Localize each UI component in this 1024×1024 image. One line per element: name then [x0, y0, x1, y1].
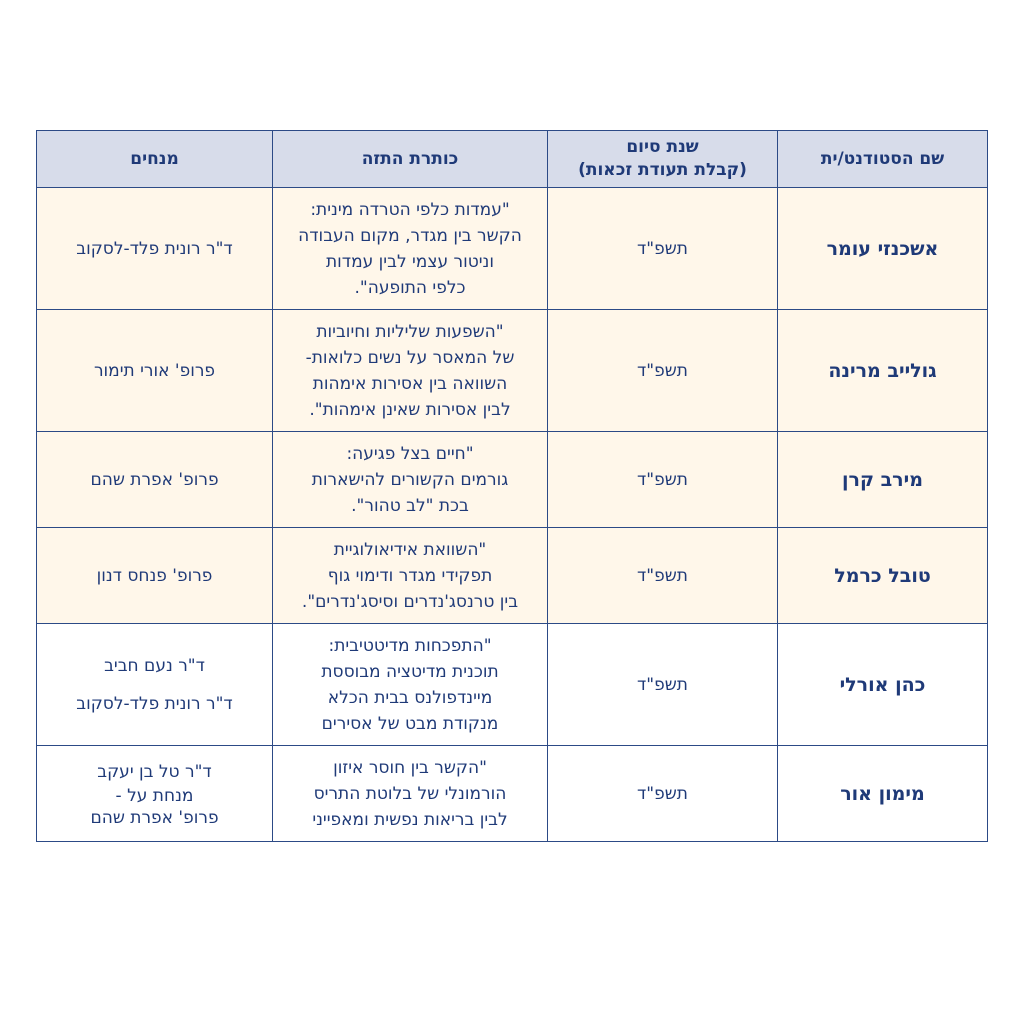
thesis-title-line: "חיים בצל פגיעה:	[346, 443, 474, 464]
thesis-title-line: של המאסר על נשים כלואות-	[305, 347, 515, 368]
header-year-line1: שנת סיום	[626, 137, 699, 157]
theses-table	[36, 130, 988, 842]
thesis-title-line: בין טרנסג'נדרים וסיסג'נדרים".	[301, 591, 519, 612]
table-header-row	[37, 131, 988, 188]
thesis-title-line: השוואה בין אסירות אימהות	[312, 373, 508, 394]
thesis-title-line: הקשר בין מגדר, מקום העבודה	[298, 225, 522, 246]
advisors-cell	[37, 528, 273, 624]
advisor-name: ד"ר טל בן יעקב	[97, 761, 212, 782]
thesis-title-line: כלפי התופעה".	[354, 277, 466, 298]
table-row	[37, 432, 988, 528]
advisor-name: ד"ר נעם חביב	[104, 655, 205, 676]
thesis-title-line: "התפכחות מדיטטיבית:	[328, 635, 492, 656]
header-student-name: שם הסטודנט/ית	[778, 131, 988, 188]
thesis-title-line: "השוואת אידיאולוגיית	[333, 539, 487, 560]
thesis-title-line: הורמונלי של בלוטת התריס	[313, 783, 507, 804]
table-row	[37, 188, 988, 310]
student-name-cell: טובל כרמל	[778, 528, 988, 624]
thesis-title-line: "השפעות שליליות וחיוביות	[316, 321, 504, 342]
thesis-title-cell	[273, 528, 548, 624]
advisor-name: ד"ר רונית פלד-לסקוב	[76, 238, 233, 259]
graduation-year-cell: תשפ"ד	[548, 432, 778, 528]
advisors-cell	[37, 432, 273, 528]
thesis-title-cell	[273, 310, 548, 432]
thesis-title-cell	[273, 188, 548, 310]
table-row	[37, 310, 988, 432]
thesis-title-line: גורמים הקשורים להישארות	[311, 469, 509, 490]
graduation-year-cell: תשפ"ד	[548, 528, 778, 624]
table-row	[37, 624, 988, 746]
thesis-title-line: מיינדפולנס בבית הכלא	[327, 687, 493, 708]
thesis-title-line: בכת "לב טהור".	[351, 495, 469, 516]
header-year-line2: (קבלת תעודת זכאות)	[578, 160, 747, 180]
advisor-name: פרופ' אפרת שהם	[90, 469, 219, 490]
graduation-year-cell: תשפ"ד	[548, 188, 778, 310]
graduation-year-cell: תשפ"ד	[548, 746, 778, 842]
thesis-title-line: תפקידי מגדר ודימוי גוף	[327, 565, 493, 586]
thesis-title-cell	[273, 746, 548, 842]
thesis-title-line: "הקשר בין חוסר איזון	[333, 757, 487, 778]
advisors-cell	[37, 310, 273, 432]
thesis-title-line: תוכנית מדיטציה מבוססת	[321, 661, 499, 682]
thesis-title-line: וניטור עצמי לבין עמדות	[326, 251, 494, 272]
thesis-title-line: לבין בריאות נפשית ומאפייני	[312, 809, 508, 830]
advisor-name: פרופ' אורי תימור	[93, 360, 216, 381]
student-name-cell: מימון אור	[778, 746, 988, 842]
student-name-cell: גולייב מרינה	[778, 310, 988, 432]
student-name-cell: אשכנזי עומר	[778, 188, 988, 310]
advisor-name: פרופ' פנחס דנון	[96, 565, 213, 586]
graduation-year-cell: תשפ"ד	[548, 310, 778, 432]
table-row	[37, 528, 988, 624]
advisors-cell	[37, 746, 273, 842]
graduation-year-cell: תשפ"ד	[548, 624, 778, 746]
header-graduation-year	[548, 131, 778, 188]
advisor-role: מנחת על -	[115, 785, 194, 806]
header-thesis-title: כותרת התזה	[273, 131, 548, 188]
thesis-title-cell	[273, 624, 548, 746]
thesis-title-line: מנקודת מבט של אסירים	[321, 713, 499, 734]
student-name-cell: מירב קרן	[778, 432, 988, 528]
header-advisors: מנחים	[37, 131, 273, 188]
table-row	[37, 746, 988, 842]
theses-table-wrapper	[37, 130, 988, 842]
thesis-title-cell	[273, 432, 548, 528]
advisors-cell	[37, 188, 273, 310]
advisor-spacer	[45, 679, 264, 691]
student-name-cell: כהן אורלי	[778, 624, 988, 746]
thesis-title-line: לבין אסירות שאינן אימהות".	[309, 399, 511, 420]
advisors-cell	[37, 624, 273, 746]
thesis-title-line: "עמדות כלפי הטרדה מינית:	[310, 199, 510, 220]
advisor-name: פרופ' אפרת שהם	[90, 807, 219, 828]
advisor-name: ד"ר רונית פלד-לסקוב	[76, 693, 233, 714]
